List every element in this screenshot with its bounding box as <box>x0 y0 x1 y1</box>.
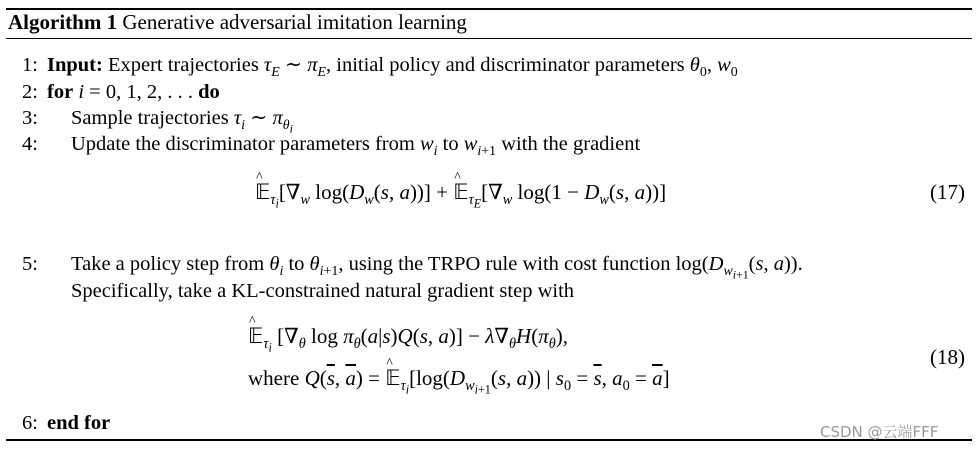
caption-rule <box>6 38 972 39</box>
step-number: 1: <box>22 54 38 76</box>
step-for: for i = 0, 1, 2, . . . do <box>47 81 220 103</box>
equation-18-line1: ^ 𝔼$_{\tau_i}$ [$\nabla_\theta$ $\log \pi_\theta(a|s)Q(s$, $a)] - \lambda\nabla_\theta H(\pi_\theta)$, <box>248 322 568 350</box>
algorithm-label: Algorithm 1 <box>8 10 118 34</box>
equation-number-18: (18) <box>930 345 965 369</box>
equation-number-17: (17) <box>930 180 965 204</box>
do-keyword: do <box>198 81 220 103</box>
step-policy: Take a policy step from $\theta_i$ to $\theta_{i+1}$, using the TRPO rule with cost function $\log(D_{w_{i+1}}(s$, a)). <box>71 253 803 282</box>
for-keyword: for <box>47 81 74 103</box>
step-number: 3: <box>22 107 38 129</box>
algorithm-title: Generative adversarial imitation learning <box>122 10 467 34</box>
step-number: 2: <box>22 81 38 103</box>
step-number: 4: <box>22 133 38 155</box>
step-update-discriminator: Update the discriminator parameters from $w_i$ to $w_{i+1}$ with the gradient <box>71 133 641 159</box>
step-number: 5: <box>22 253 38 275</box>
step-sample: Sample trajectories $\tau_i$ ∼ $\pi_{\theta_i}$ <box>71 107 293 136</box>
watermark: CSDN @云端FFF <box>820 423 939 441</box>
step-number: 6: <box>22 412 38 434</box>
input-keyword: Input: <box>47 54 103 76</box>
step-policy-cont: Specifically, take a KL-constrained natural gradient step with <box>71 280 575 302</box>
algorithm-caption <box>8 10 467 35</box>
end-for-keyword: end for <box>47 412 111 434</box>
equation-18-line2: where $Q(\overline{s}$, $\overline{a}$) = ^ $𝔼_{\tau_i}[\log(D_{w_{i+1}}(s$, a)) | $s_0 = \overline{s}$, $a_0 = \overline{a}$] <box>248 364 670 392</box>
step-end-for <box>47 410 110 436</box>
equation-17: ^ $𝔼_{\tau_i}[\nabla_w$ $\log(D_w(s$, a))] + ^ $𝔼_{\tau_E}[\nabla_w$ $\log(1 - D_w(s$, a))] <box>255 178 666 206</box>
step-input: Input: Expert trajectories $\tau_E$ ∼ $\pi_E$, initial policy and discriminator parameters $\theta_0$, $w_0$ <box>47 54 738 80</box>
